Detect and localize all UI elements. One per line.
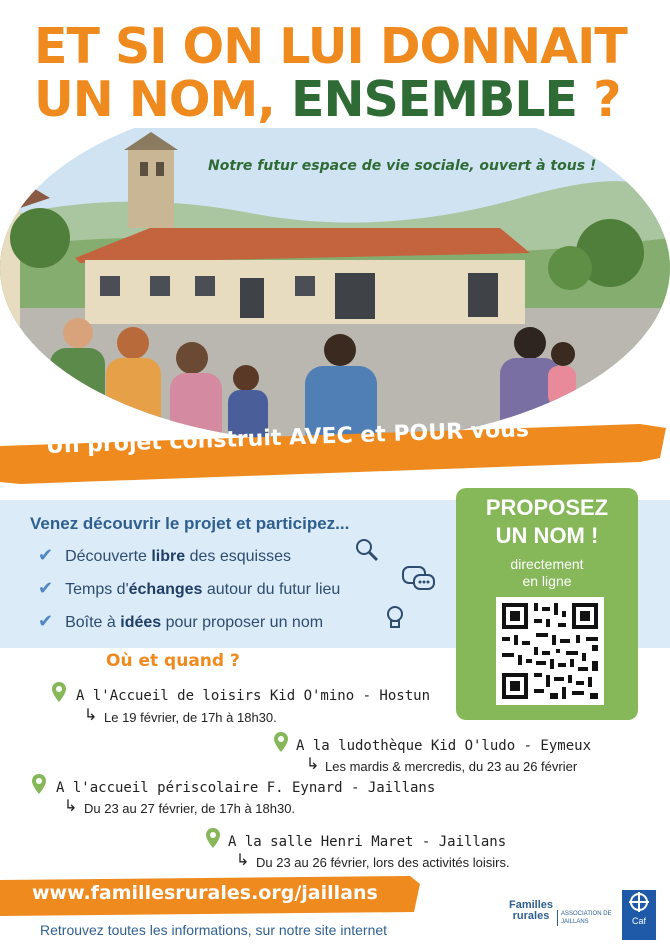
feature-text: pour proposer un nom (161, 614, 324, 631)
feature-item (38, 611, 323, 632)
caf-logo (622, 890, 656, 940)
location-pin-icon (206, 828, 220, 848)
location-name: A l'accueil périscolaire F. Eynard - Jaillans (56, 780, 436, 796)
lightbulb-icon (384, 604, 406, 632)
footer-info: Retrouvez toutes les informations, sur notre site internet (40, 922, 388, 938)
location-time: Les mardis & mercredis, du 23 au 26 février (325, 759, 578, 774)
feature-text: Temps d' (65, 581, 129, 598)
location-name: A l'Accueil de loisirs Kid O'mino - Hostun (76, 688, 431, 704)
card-title-line: PROPOSEZ (485, 495, 609, 520)
poster-title (34, 20, 627, 126)
arrow-icon: ↳ (84, 707, 98, 724)
hero-tagline: Notre futur espace de vie sociale, ouvert à tous ! (208, 158, 597, 174)
title-line-1: ET SI ON LUI DONNAIT (34, 18, 627, 75)
title-line-2 (34, 73, 627, 126)
feature-item (38, 578, 340, 599)
banner-text: Un projet construit AVEC et POUR vous (45, 417, 530, 459)
location-name: A la ludothèque Kid O'ludo - Eymeux (296, 738, 592, 754)
location-pin-icon (32, 774, 46, 794)
title-part-ensemble: ENSEMBLE (290, 71, 578, 128)
title-part-question: ? (577, 71, 621, 128)
check-icon: ✔ (38, 611, 54, 631)
feature-text: Boîte à (65, 614, 121, 631)
arrow-icon: ↳ (236, 852, 250, 869)
where-when-title: Où et quand ? (106, 651, 240, 671)
title-part-un-nom: UN NOM, (34, 71, 291, 128)
location-time: Du 23 au 26 février, lors des activités loisirs. (256, 855, 510, 870)
location-time: Du 23 au 27 février, de 17h à 18h30. (84, 801, 296, 816)
arrow-icon: ↳ (306, 756, 320, 773)
feature-text: Découverte (65, 548, 152, 565)
caf-logo-text: Caf (631, 916, 646, 926)
logo-text: Familles (508, 899, 554, 911)
feature-item (38, 545, 291, 566)
speech-bubbles-icon (402, 566, 436, 594)
feature-bold: libre (151, 548, 186, 565)
qr-code[interactable] (496, 597, 604, 705)
card-sub-line: directement (510, 556, 584, 572)
association-logo: ASSOCIATION DE JAILLANS (557, 910, 617, 926)
check-icon: ✔ (38, 578, 54, 598)
feature-text: des esquisses (185, 548, 291, 565)
feature-bold: idées (120, 614, 162, 631)
magnifier-icon (354, 537, 380, 563)
card-title-line: UN NOM ! (495, 523, 599, 548)
check-icon: ✔ (38, 545, 54, 565)
caf-emblem-icon (622, 890, 656, 914)
website-link[interactable]: www.famillesrurales.org/jaillans (32, 882, 378, 904)
arrow-icon: ↳ (64, 798, 78, 815)
discover-intro: Venez découvrir le projet et participez... (30, 514, 350, 533)
familles-rurales-logo (508, 900, 554, 940)
location-pin-icon (274, 732, 288, 752)
location-name: A la salle Henri Maret - Jaillans (228, 834, 507, 850)
location-pin-icon (52, 682, 66, 702)
location-time: Le 19 février, de 17h à 18h30. (104, 710, 277, 725)
propose-card-subtitle (456, 556, 638, 590)
logo-text: rurales (512, 910, 550, 922)
feature-bold: échanges (128, 581, 203, 598)
hero-illustration (0, 128, 670, 448)
propose-card-title (456, 494, 638, 550)
card-sub-line: en ligne (522, 573, 572, 589)
feature-text: autour du futur lieu (202, 581, 341, 598)
